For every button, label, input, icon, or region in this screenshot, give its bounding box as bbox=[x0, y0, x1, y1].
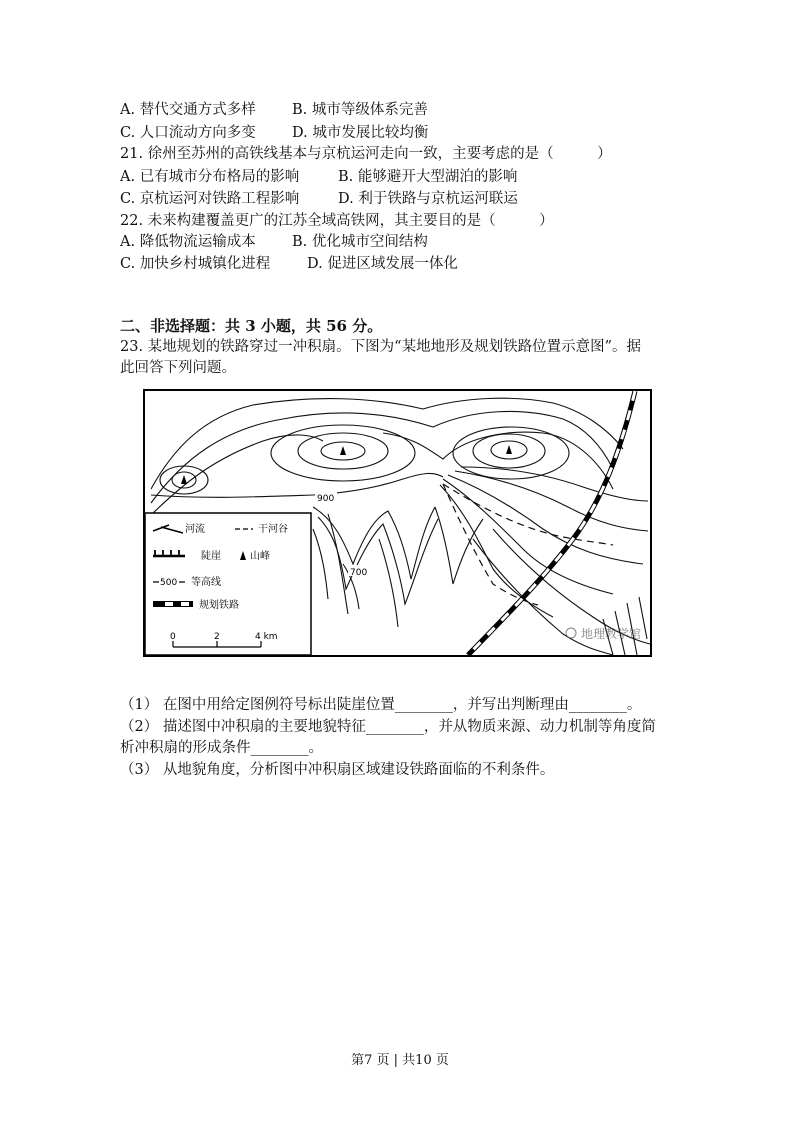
railway-symbol-gap bbox=[181, 602, 189, 606]
contour-label-700: 700 bbox=[350, 568, 368, 578]
q21-option-c: C. 京杭运河对铁路工程影响 bbox=[120, 191, 300, 207]
q22-stem: 22. 未来构建覆盖更广的江苏全域高铁网，其主要目的是（ ） bbox=[120, 213, 554, 229]
q21-option-b: B. 能够避开大型湖泊的影响 bbox=[338, 169, 518, 185]
page-footer: 第7 页 | 共10 页 bbox=[351, 1053, 449, 1068]
q21-option-d: D. 利于铁路与京杭运河联运 bbox=[338, 191, 518, 207]
q20-option-a: A. 替代交通方式多样 bbox=[120, 102, 256, 118]
terrain-map-figure bbox=[143, 389, 652, 657]
q20-options-row2 bbox=[120, 122, 428, 144]
q23-stem-line2: 此回答下列问题。 bbox=[120, 360, 236, 376]
legend-cliff-label: 陡崖 bbox=[201, 551, 221, 562]
railway-symbol-gap bbox=[165, 602, 173, 606]
legend-river-label: 河流 bbox=[185, 524, 205, 535]
q22-option-b: B. 优化城市空间结构 bbox=[292, 234, 428, 250]
q22-option-a: A. 降低物流运输成本 bbox=[120, 234, 256, 250]
q22-options-row2 bbox=[120, 253, 458, 275]
legend-contour-label: 等高线 bbox=[191, 577, 221, 588]
q22-option-d: D. 促进区域发展一体化 bbox=[307, 256, 458, 272]
q23-stem-line1: 23. 某地规划的铁路穿过一冲积扇。下图为“某地地形及规划铁路位置示意图”。据 bbox=[120, 339, 641, 355]
q21-stem: 21. 徐州至苏州的高铁线基本与京杭运河走向一致，主要考虑的是（ ） bbox=[120, 146, 612, 162]
scale-label-4: 4 km bbox=[255, 632, 278, 642]
legend-contour-value: 500 bbox=[160, 578, 178, 588]
terrain-map bbox=[143, 389, 652, 657]
q23-sub2-line1: （2） 描述图中冲积扇的主要地貌特征________，并从物质来源、动力机制等角度简 bbox=[120, 719, 656, 735]
q20-options-row1 bbox=[120, 99, 428, 121]
q21-options-row1 bbox=[120, 166, 517, 188]
map-legend bbox=[145, 513, 311, 655]
q23-sub3: （3） 从地貌角度，分析图中冲积扇区域建设铁路面临的不利条件。 bbox=[120, 762, 555, 778]
watermark-text: 地理教学馆 bbox=[581, 627, 642, 641]
scale-label-0: 0 bbox=[170, 632, 176, 642]
q23-sub2-line2: 析冲积扇的形成条件________。 bbox=[120, 740, 323, 756]
q20-option-d: D. 城市发展比较均衡 bbox=[292, 125, 429, 141]
q21-options-row2 bbox=[120, 188, 518, 210]
section2-title: 二、非选择题：共 3 小题，共 56 分。 bbox=[120, 317, 383, 335]
scale-label-2: 2 bbox=[214, 632, 220, 642]
legend-peak-label: 山峰 bbox=[250, 551, 270, 562]
legend-dry-valley-label: 干河谷 bbox=[258, 524, 288, 535]
q22-option-c: C. 加快乡村城镇化进程 bbox=[120, 256, 271, 272]
q21-option-a: A. 已有城市分布格局的影响 bbox=[120, 169, 300, 185]
legend-railway-label: 规划铁路 bbox=[199, 600, 239, 611]
q23-sub1: （1） 在图中用给定图例符号标出陡崖位置________，并写出判断理由________。 bbox=[120, 697, 642, 713]
q20-option-b: B. 城市等级体系完善 bbox=[292, 102, 428, 118]
q22-options-row1 bbox=[120, 231, 428, 253]
q20-option-c: C. 人口流动方向多变 bbox=[120, 125, 256, 141]
contour-label-900: 900 bbox=[317, 494, 335, 504]
